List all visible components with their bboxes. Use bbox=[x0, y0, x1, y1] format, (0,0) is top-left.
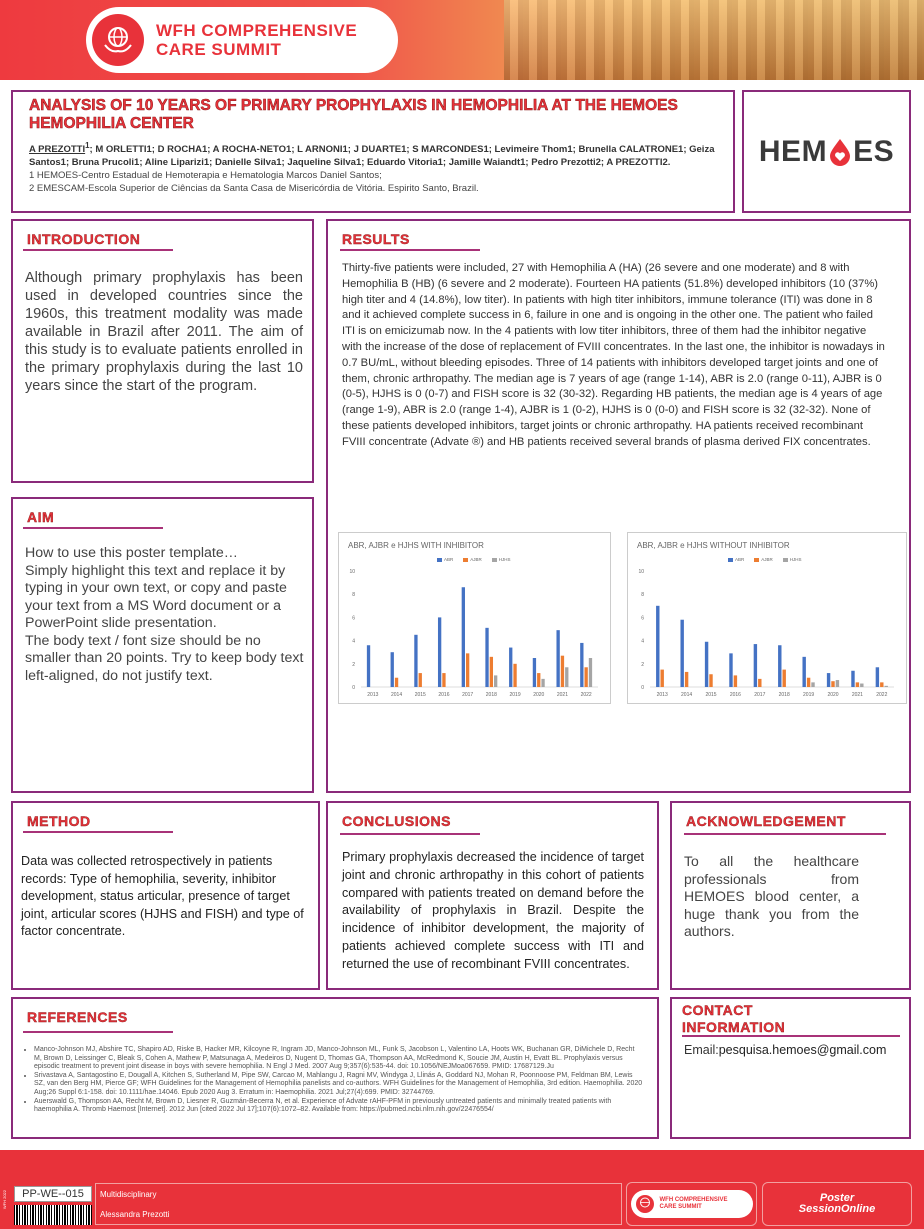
x-tick-label: 2016 bbox=[438, 692, 450, 698]
psol-line2: SessionOnline bbox=[798, 1203, 876, 1215]
method-section bbox=[11, 801, 320, 990]
author-list: ; M ORLETTI1; D ROCHA1; A ROCHA-NETO1; L ARNONI1; J DUARTE1; S MARCONDES1; Levimeire Thom1; Brunella CALATRONE1; Geiza Santos1; Bruna Prucoli1; Aline Liparizi1; Danielle Silva1; Jaqueline Silva1; Eduardo Vitoria1; Jamille Waiandt1; Pedro Prezotti2; A PREZOTTI2. bbox=[29, 144, 715, 169]
bar-ajbr bbox=[880, 682, 883, 687]
heading-underline bbox=[23, 831, 173, 833]
title-box bbox=[11, 90, 735, 213]
footer-band bbox=[0, 1150, 924, 1179]
bar-hjhs bbox=[541, 679, 544, 687]
poster-title: ANALYSIS OF 10 YEARS OF PRIMARY PROPHYLAXIS IN HEMOPHILIA AT THE HEMOES HEMOPHILIA CENTER bbox=[29, 97, 678, 132]
x-tick-label: 2022 bbox=[580, 692, 592, 698]
aim-text-2: Simply highlight this text and replace it by typing in your own text, or copy and paste your text from a MS Word document or a PowerPoint slide presentation. bbox=[25, 562, 287, 631]
bar-hjhs bbox=[811, 682, 814, 687]
legend-ajbr-label: AJBR bbox=[470, 557, 482, 562]
bar-hjhs bbox=[860, 684, 863, 687]
results-heading: RESULTS bbox=[342, 231, 410, 247]
x-tick-label: 2019 bbox=[803, 692, 815, 698]
x-tick-label: 2021 bbox=[851, 692, 863, 698]
contact-email-label: Email: bbox=[684, 1043, 719, 1057]
bar-abr bbox=[485, 628, 488, 687]
aim-text-3: The body text / font size should be no smaller than 20 points. Try to keep body text left-aligned, do not justify text. bbox=[25, 632, 304, 684]
bar-abr bbox=[851, 671, 854, 687]
footer-wfh-line1: WFH COMPREHENSIVE bbox=[659, 1197, 728, 1203]
x-tick-label: 2015 bbox=[705, 692, 717, 698]
footer-author: Alessandra Prezotti bbox=[100, 1210, 170, 1219]
barcode bbox=[14, 1205, 92, 1225]
bar-abr bbox=[705, 642, 708, 687]
y-tick-label: 0 bbox=[352, 685, 355, 691]
bar-abr bbox=[656, 606, 659, 687]
hemoes-logo bbox=[759, 135, 894, 169]
poster-code: PP-WE--015 bbox=[14, 1186, 92, 1202]
bar-ajbr bbox=[442, 673, 445, 687]
contact-section bbox=[670, 997, 911, 1139]
footer-meta-box bbox=[95, 1183, 622, 1225]
footer-category: Multidisciplinary bbox=[100, 1190, 157, 1199]
bar-ajbr bbox=[856, 682, 859, 687]
globe-hands-icon bbox=[635, 1194, 655, 1214]
x-tick-label: 2014 bbox=[681, 692, 693, 698]
bar-ajbr bbox=[537, 673, 540, 687]
chart-without-inhibitor bbox=[627, 532, 907, 704]
bar-abr bbox=[754, 644, 757, 687]
aim-heading: AIM bbox=[27, 509, 55, 525]
legend-ajbr-label: AJBR bbox=[761, 557, 773, 562]
bar-ajbr bbox=[660, 670, 663, 687]
logo-line2: CARE SUMMIT bbox=[156, 40, 282, 59]
bar-abr bbox=[533, 658, 536, 687]
bar-ajbr bbox=[831, 681, 834, 687]
x-tick-label: 2017 bbox=[462, 692, 474, 698]
x-tick-label: 2016 bbox=[729, 692, 741, 698]
legend-hjhs-label: HJHS bbox=[789, 557, 802, 562]
acknowledgement-section bbox=[670, 801, 911, 990]
acknowledgement-heading: ACKNOWLEDGEMENT bbox=[686, 813, 846, 829]
bar-abr bbox=[462, 587, 465, 687]
method-heading: METHOD bbox=[27, 813, 91, 829]
y-tick-label: 10 bbox=[638, 569, 644, 575]
bar-abr bbox=[414, 635, 417, 687]
x-tick-label: 2017 bbox=[754, 692, 766, 698]
bar-abr bbox=[680, 620, 683, 687]
wfh-logo bbox=[86, 7, 398, 73]
aim-text bbox=[25, 545, 307, 685]
conclusions-heading: CONCLUSIONS bbox=[342, 813, 451, 829]
x-tick-label: 2021 bbox=[556, 692, 569, 698]
conclusions-section bbox=[326, 801, 659, 990]
y-tick-label: 4 bbox=[641, 638, 644, 645]
x-tick-label: 2015 bbox=[414, 692, 426, 698]
heading-underline bbox=[682, 1035, 900, 1037]
city-skyline-image bbox=[504, 0, 924, 80]
aim-section bbox=[11, 497, 314, 793]
y-tick-label: 0 bbox=[641, 685, 644, 691]
x-tick-label: 2018 bbox=[778, 692, 790, 698]
bar-hjhs bbox=[589, 658, 592, 687]
references-heading: REFERENCES bbox=[27, 1009, 128, 1025]
acknowledgement-text: To all the healthcare professionals from HEMOES blood center, a huge thank you from the authors. bbox=[684, 853, 859, 939]
bar-abr bbox=[391, 652, 394, 687]
bar-abr bbox=[802, 657, 805, 687]
chart-title: ABR, AJBR e HJHS WITH INHIBITOR bbox=[348, 541, 484, 550]
presenter-sup: 1 bbox=[85, 141, 90, 150]
hemoes-logo-box bbox=[742, 90, 911, 213]
y-tick-label: 8 bbox=[641, 592, 644, 599]
method-text: Data was collected retrospectively in patients records: Type of hemophilia, severity, inhibitor development, status articular, presence of target joint, articular scores (HJHS and FISH) and type of factor concentrate. bbox=[21, 854, 304, 938]
bar-ajbr bbox=[419, 673, 422, 687]
results-text: Thirty-five patients were included, 27 with Hemophilia A (HA) (26 severe and one moderate) and 8 with Hemophilia B (HB) (6 severe and 2 moderate). Fourteen HA patients (51.8%) developed inhibitors (10 (37%) high titer and 4 (14.8%), low titer). In patients with high titer inhibitors, immune tolerance (ITI) was done in 8 and it achieved complete success in 6, failure in one and is ongoing in the other one. The patient who failed ITI is on emicizumab now. In the 4 patients with low titer inhibitors, three of them had the inhibitor negative with the increase of the dose of replacement of FVIII concentrates. In the last one, the inhibitor is nowadays in 0.7 BU/mL, without bleeding episodes. Three of 14 patients with inhibitors developed target joints and one of them, chronic arthropathy. The median age is 7 years of age (range 1-14), ABR is 2.0 (range 0-11), AJBR is 0 (0-5), HJHS is 0 (0-7) and FISH score is 32 (30-32). Regarding HB patients, the median age is 4 years of age (range 1-9), ABR is 2.0 (range 1-4), AJBR is 1 (0-2), HJHS is 0 (0-0) and FISH score is 32 (32-32). None of these patients developed inhibitors, target joints or chronic arthropathy. HA patients received recombinant FVIII concentrate (Advate ®) and HB patients received several brands of plasma derived FIX concentrates. bbox=[342, 262, 885, 448]
bar-abr bbox=[509, 648, 512, 687]
y-tick-label: 6 bbox=[352, 615, 355, 622]
footer-side-label: WFH 2022 bbox=[2, 1190, 7, 1210]
bar-abr bbox=[778, 645, 781, 687]
y-tick-label: 2 bbox=[352, 661, 355, 668]
conclusions-text: Primary prophylaxis decreased the incidence of target joint and chronic arthropathy in this cohort of patients compared with patients treated on demand before the availability of prophylaxis in Brazil. Despite the incidence of inhibitor development, the majority of patients achieved complete success with ITI and returned the use of recombinant FVIII concentrates. bbox=[342, 850, 644, 971]
header-banner bbox=[0, 0, 924, 80]
introduction-heading: INTRODUCTION bbox=[27, 231, 141, 247]
references-list bbox=[24, 1046, 644, 1115]
bar-abr bbox=[580, 643, 583, 687]
footer-wfh-logo bbox=[626, 1182, 757, 1226]
bar-ajbr bbox=[709, 674, 712, 687]
logo-line1: WFH COMPREHENSIVE bbox=[156, 21, 358, 40]
heading-underline bbox=[340, 249, 480, 251]
heading-underline bbox=[23, 527, 163, 529]
legend-hjhs-label: HJHS bbox=[498, 557, 511, 562]
bar-ajbr bbox=[395, 678, 398, 687]
bar-ajbr bbox=[561, 656, 564, 687]
globe-hands-icon bbox=[92, 14, 144, 66]
contact-email-line bbox=[684, 1043, 886, 1057]
bar-abr bbox=[556, 630, 559, 687]
y-tick-label: 6 bbox=[641, 615, 644, 622]
chart-with-inhibitor bbox=[338, 532, 611, 704]
bar-ajbr bbox=[513, 664, 516, 687]
x-tick-label: 2020 bbox=[533, 692, 545, 698]
heading-underline bbox=[23, 249, 173, 251]
chart-svg bbox=[628, 533, 908, 705]
heading-underline bbox=[340, 833, 480, 835]
x-tick-label: 2022 bbox=[876, 692, 888, 698]
bar-ajbr bbox=[584, 667, 587, 687]
bar-ajbr bbox=[490, 657, 493, 687]
contact-heading-line1: CONTACT bbox=[682, 1002, 753, 1018]
introduction-text: Although primary prophylaxis has been used in developed countries since the 1960s, this treatment modality was made available in Brazil after 2011. The aim of this study is to evaluate patients enrolled in the primary prophylaxis during the last 10 years since the start of the program. bbox=[25, 270, 303, 394]
chart-svg bbox=[339, 533, 612, 705]
reference-item: • Auerswald G, Thompson AA, Recht M, Brown D, Liesner R, Guzmán-Becerra N, et al. Experience of Advate rAHF-PFM in previously untreated patients and minimally treated patients with haemophilia A. Thromb Haemost [Internet]. 2012 Jun [cited 2022 Jul 17];107(6):1072–82. Available from: https://pubmed.ncbi.nlm.nih.gov/22476554/ bbox=[34, 1098, 644, 1115]
y-tick-label: 4 bbox=[352, 638, 355, 645]
aim-text-1: How to use this poster template… bbox=[25, 545, 238, 561]
legend-abr-label: ABR bbox=[735, 557, 745, 562]
bar-abr bbox=[367, 645, 370, 687]
presenter-name: A PREZOTTI bbox=[29, 144, 86, 156]
authors bbox=[29, 139, 717, 169]
bar-ajbr bbox=[782, 670, 785, 687]
x-tick-label: 2014 bbox=[390, 692, 403, 698]
bar-abr bbox=[438, 617, 441, 687]
psol-line1: Poster bbox=[819, 1192, 855, 1204]
bar-ajbr bbox=[734, 675, 737, 687]
contact-heading-line2: INFORMATION bbox=[682, 1019, 786, 1035]
bar-hjhs bbox=[885, 686, 888, 687]
footer-wfh-line2: CARE SUMMIT bbox=[659, 1204, 702, 1210]
x-tick-label: 2013 bbox=[367, 692, 379, 698]
y-tick-label: 8 bbox=[352, 592, 355, 599]
blood-drop-heart-icon bbox=[828, 138, 852, 166]
contact-heading bbox=[682, 1002, 785, 1036]
hemoes-logo-right: ES bbox=[853, 134, 895, 168]
x-tick-label: 2013 bbox=[656, 692, 668, 698]
bar-ajbr bbox=[466, 653, 469, 687]
y-tick-label: 2 bbox=[641, 661, 644, 668]
introduction-section bbox=[11, 219, 314, 483]
reference-item: • Srivastava A, Santagostino E, Dougall A, Kitchen S, Sutherland M, Pipe SW, Carcao M, Mahlangu J, Ragni MV, Windyga J, Llinás A, Goddard NJ, Mohan R, Poonnoose PM, Feldman BM, Lewis SZ, van den Berg HM, Pierce GF; WFH Guidelines for the Management of Hemophilia panelists and co-authors. WFH Guidelines for the Management of Hemophilia, 3rd edition. Haemophilia. 2020 Aug;26 Suppl 6:1-158. doi: 10.1111/hae.14046. Epub 2020 Aug 3. Erratum in: Haemophilia. 2021 Jul;27(4):699. PMID: 32744769. bbox=[34, 1072, 644, 1098]
x-tick-label: 2020 bbox=[827, 692, 839, 698]
affiliation-1: 1 HEMOES-Centro Estadual de Hemoterapia e Hematologia Marcos Daniel Santos; bbox=[29, 170, 382, 182]
hemoes-logo-left: HEM bbox=[758, 134, 828, 168]
heading-underline bbox=[684, 833, 886, 835]
heading-underline bbox=[23, 1031, 173, 1033]
x-tick-label: 2018 bbox=[485, 692, 497, 698]
contact-email[interactable]: pesquisa.hemoes@gmail.com bbox=[718, 1043, 887, 1057]
affiliation-2: 2 EMESCAM-Escola Superior de Ciências da Santa Casa de Misericórdia de Vitória. Espirito Santo, Brazil. bbox=[29, 183, 479, 195]
chart-title: ABR, AJBR e HJHS WITHOUT INHIBITOR bbox=[637, 541, 790, 550]
bar-abr bbox=[876, 667, 879, 687]
reference-item: • Manco-Johnson MJ, Abshire TC, Shapiro AD, Riske B, Hacker MR, Kilcoyne R, Ingram JD, Manco-Johnson ML, Funk S, Jacobson L, Valentino LA, Hoots WK, Buchanan GR, DiMichele D, Recht M, Brown D, Leissinger C, Bleak S, Cohen A, Mathew P, Matsunaga A, Medeiros D, Nugent D, Thomas GA, Thompson AA, McRedmond K, Soucie JM, Austin H, Evatt BL. Prophylaxis versus episodic treatment to prevent joint disease in boys with severe hemophilia. N Engl J Med. 2007 Aug 9;357(6):535-44. doi: 10.1056/NEJMoa067659. PMID: 17687129.Ju bbox=[34, 1046, 644, 1072]
bar-ajbr bbox=[758, 679, 761, 687]
bar-hjhs bbox=[565, 667, 568, 687]
legend-abr-label: ABR bbox=[444, 557, 454, 562]
bar-hjhs bbox=[836, 680, 839, 687]
bar-ajbr bbox=[685, 672, 688, 687]
bar-abr bbox=[827, 673, 830, 687]
poster-session-online-logo bbox=[762, 1182, 912, 1226]
bar-abr bbox=[729, 653, 732, 687]
bar-ajbr bbox=[807, 678, 810, 687]
results-section bbox=[326, 219, 911, 793]
bar-hjhs bbox=[494, 675, 497, 687]
x-tick-label: 2019 bbox=[509, 692, 521, 698]
y-tick-label: 10 bbox=[349, 569, 355, 575]
